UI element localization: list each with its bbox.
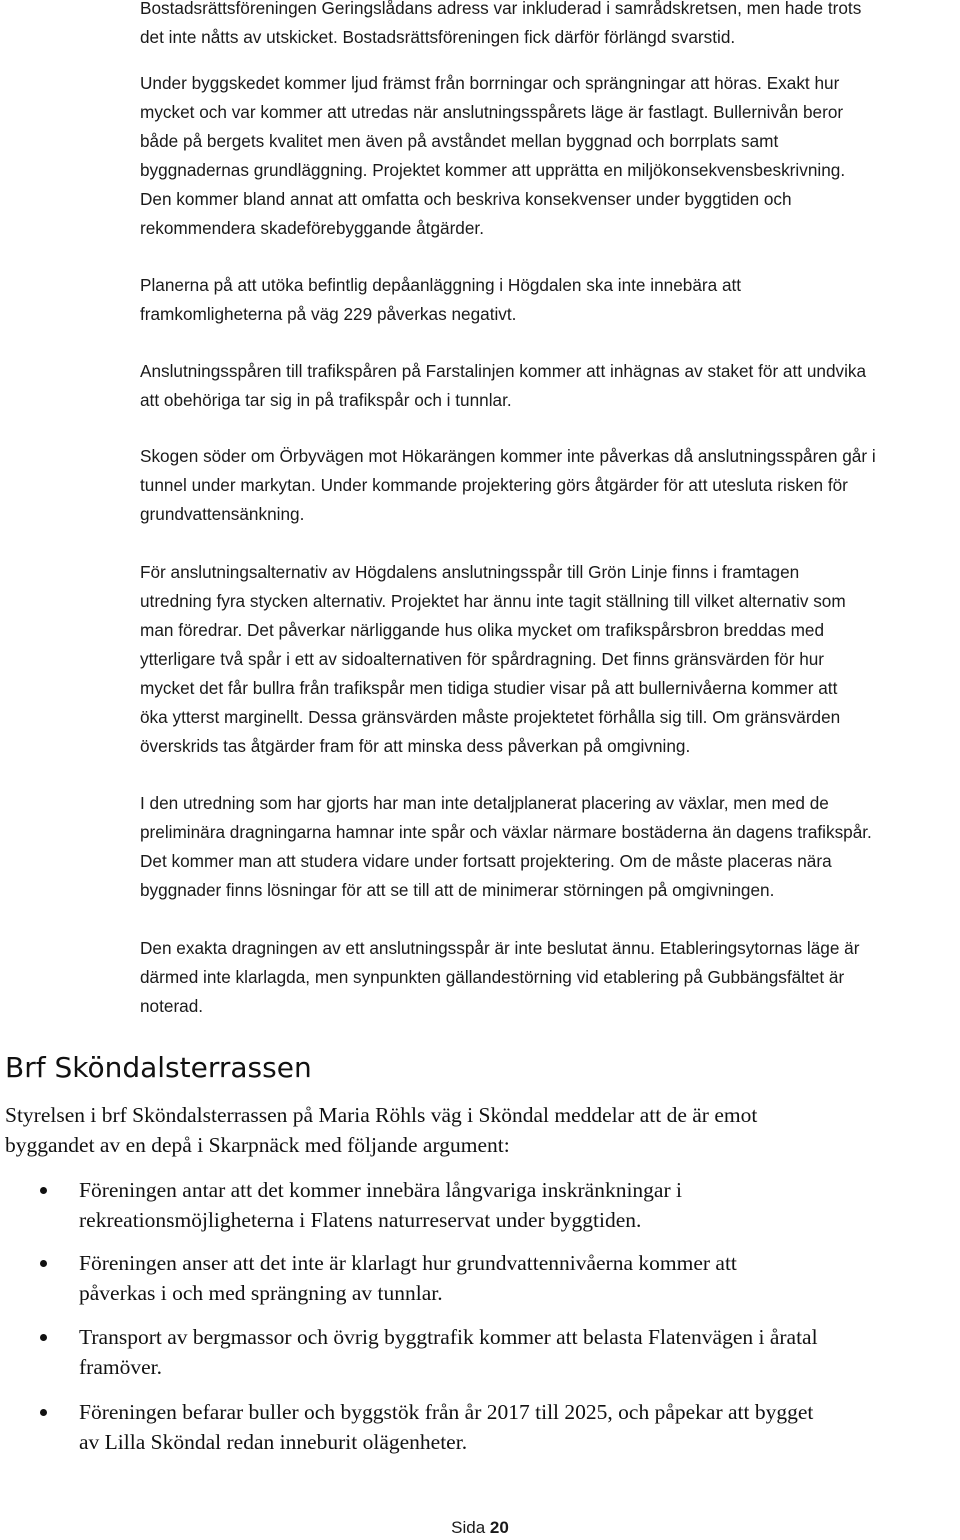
text-line: Transport av bergmassor och övrig byggtrafik kommer att belasta Flatenvägen i åratal (79, 1325, 818, 1349)
paragraph-alternatives (140, 558, 955, 761)
text-line: Föreningen antar att det kommer innebära långvariga inskränkningar i (79, 1178, 682, 1202)
paragraph-switches (140, 789, 955, 905)
text-line: Det kommer man att studera vidare under fortsatt projektering. Om de måste placeras nära (140, 851, 832, 871)
text-line: byggandet av en depå i Skarpnäck med följande argument: (5, 1133, 510, 1157)
text-line: det inte nåtts av utskicket. Bostadsrättsföreningen fick därför förlängd svarstid. (140, 27, 736, 47)
paragraph-exact-route (140, 934, 955, 1021)
text-line: Den exakta dragningen av ett anslutningsspår är inte beslutat ännu. Etableringsytornas läge är (140, 938, 860, 958)
paragraph-fencing (140, 357, 955, 415)
page-footer (0, 1516, 960, 1540)
bullet-icon (40, 1187, 47, 1194)
text-line: Styrelsen i brf Sköndalsterrassen på Maria Röhls väg i Sköndal meddelar att de är emot (5, 1103, 758, 1127)
text-line: Under byggskedet kommer ljud främst från borrningar och sprängningar att höras. Exakt hur (140, 73, 840, 93)
text-line: överskrids tas åtgärder fram för att minska dess påverkan på omgivning. (140, 736, 691, 756)
text-line: både på bergets kvalitet men även på avståndet mellan byggnad och borrplats samt (140, 131, 779, 151)
text-line: av Lilla Sköndal redan inneburit olägenheter. (79, 1430, 468, 1454)
text-line: mycket det får bullra från trafikspår men tidiga studier visar på att bullernivåerna kommer att (140, 678, 838, 698)
list-item-text (79, 1248, 954, 1308)
paragraph-construction-noise (140, 69, 955, 243)
paragraph-hogdalen-depot (140, 271, 955, 329)
bullet-icon (40, 1334, 47, 1341)
text-line: byggnader finns lösningar för att se till att de minimerar störningen på omgivningen. (140, 880, 775, 900)
list-item-text (79, 1397, 954, 1457)
text-line: framkomligheterna på väg 229 påverkas negativt. (140, 304, 517, 324)
text-line: preliminära dragningarna hamnar inte spår och växlar närmare bostäderna än dagens trafikspår. (140, 822, 872, 842)
text-line: Föreningen befarar buller och byggstök från år 2017 till 2025, och påpekar att bygget (79, 1400, 814, 1424)
text-line: att obehöriga tar sig in på trafikspår och i tunnlar. (140, 390, 512, 410)
text-line: byggnadernas grundläggning. Projektet kommer att upprätta en miljökonsekvensbeskrivning. (140, 160, 846, 180)
text-line: påverkas i och med sprängning av tunnlar. (79, 1281, 443, 1305)
text-line: mycket och var kommer att utredas när anslutningsspårets läge är fastlagt. Bullernivån beror (140, 102, 844, 122)
text-line: noterad. (140, 996, 204, 1016)
text-line: ytterligare två spår i ett av sidoalternativen för spårdragning. Det finns gränsvärden för hur (140, 649, 825, 669)
text-line: Föreningen anser att det inte är klarlagt hur grundvattennivåerna kommer att (79, 1251, 737, 1275)
list-item-text (79, 1322, 954, 1382)
bullet-icon (40, 1409, 47, 1416)
text-line: utredning fyra stycken alternativ. Projektet har ännu inte tagit ställning till vilket alternativ som (140, 591, 846, 611)
text-line: framöver. (79, 1355, 162, 1379)
text-line: rekreationsmöjligheterna i Flatens naturreservat under byggtiden. (79, 1208, 642, 1232)
list-item-text (79, 1175, 954, 1235)
bullet-icon (40, 1260, 47, 1267)
page-number: 20 (489, 1518, 509, 1537)
text-line: Den kommer bland annat att omfatta och beskriva konsekvenser under byggtiden och (140, 189, 792, 209)
text-line: tunnel under markytan. Under kommande projektering görs åtgärder för att utesluta risken för (140, 475, 848, 495)
text-line: grundvattensänkning. (140, 504, 305, 524)
text-line: I den utredning som har gjorts har man inte detaljplanerat placering av växlar, men med de (140, 793, 829, 813)
text-line: Planerna på att utöka befintlig depåanläggning i Högdalen ska inte innebära att (140, 275, 742, 295)
text-line: Anslutningsspåren till trafikspåren på Farstalinjen kommer att inhägnas av staket för att undvika (140, 361, 867, 381)
text-line: Bostadsrättsföreningen Geringslådans adress var inkluderad i samrådskretsen, men hade trots (140, 0, 862, 18)
page-label: Sida (451, 1518, 486, 1537)
text-line: öka ytterst marginellt. Dessa gränsvärden måste projektetet förhålla sig till. Om gränsvärden (140, 707, 841, 727)
paragraph-geringsladan (140, 0, 955, 52)
text-line: Skogen söder om Örbyvägen mot Hökarängen kommer inte påverkas då anslutningsspåren går i (140, 446, 876, 466)
text-line: rekommendera skadeförebyggande åtgärder. (140, 218, 484, 238)
text-line: därmed inte klarlagda, men synpunkten gällandestörning vid etablering på Gubbängsfältet är (140, 967, 845, 987)
section-intro (5, 1100, 955, 1160)
paragraph-forest (140, 442, 955, 529)
text-line: För anslutningsalternativ av Högdalens anslutningsspår till Grön Linje finns i framtagen (140, 562, 800, 582)
text-line: man föredrar. Det påverkar närliggande hus olika mycket om trafikspårsbron breddas med (140, 620, 825, 640)
section-heading: Brf Sköndalsterrassen (5, 1051, 312, 1084)
